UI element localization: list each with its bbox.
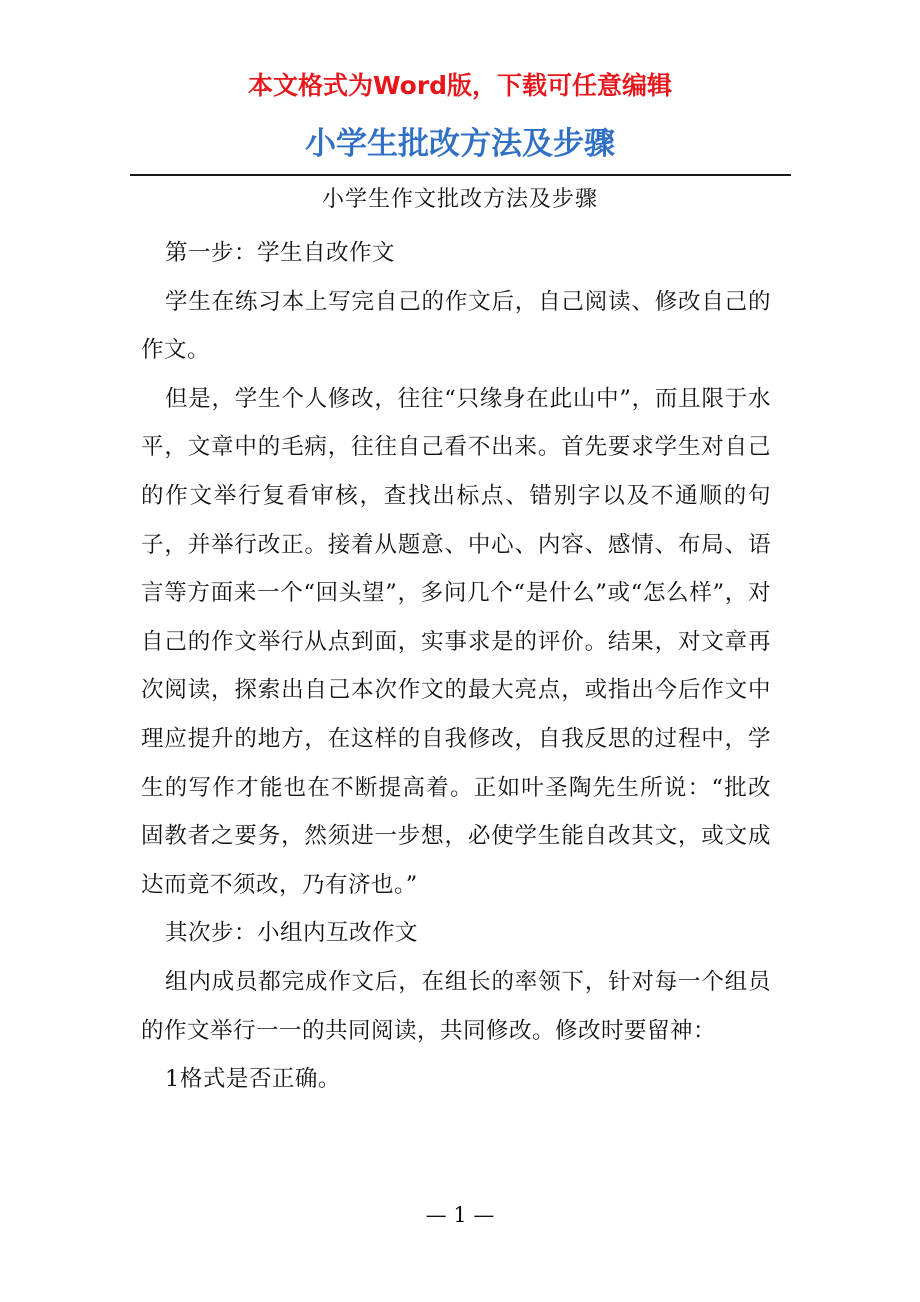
article-subtitle: 小学生作文批改方法及步骤 (321, 187, 598, 212)
paragraph: 组内成员都完成作文后，在组长的率领下，针对每一个组员的作文举行一一的共同阅读，共同修改。修改时要留神： (141, 968, 771, 1044)
list-item: 1格式是否正确。 (165, 1066, 341, 1093)
paragraph: 但是，学生个人修改，往往“只缘身在此山中”，而且限于水平，文章中的毛病，往往自己看不出来。首先要求学生对自己的作文举行复看审核，查找出标点、错别字以及不通顺的句子，并举行改正。接着从题意、中心、内容、感情、布局、语言等方面来一个“回头望”，多问几个“是什么”或“怎么样”，对自己的作文举行从点到面，实事求是的评价。结果，对文章再次阅读，探索出自己本次作文的最大亮点，或指出今后作文中理应提升的地方，在这样的自我修改，自我反思的过程中，学生的写作才能也在不断提高着。正如叶圣陶先生所说：“批改固教者之要务，然须进一步想，必使学生能自改其文，或文成达而竟不须改，乃有济也。” (141, 385, 771, 898)
step-one-heading: 第一步：学生自改作文 (165, 240, 396, 266)
word-format-banner: 本文格式为Word版，下载可任意编辑 (247, 71, 673, 100)
paragraph: 学生在练习本上写完自己的作文后，自己阅读、修改自己的作文。 (141, 288, 771, 364)
document-title: 小学生批改方法及步骤 (305, 126, 615, 162)
page-number: — 1 — (425, 1203, 495, 1227)
title-divider (130, 174, 791, 176)
step-two-heading: 其次步：小组内互改作文 (165, 920, 419, 947)
article-body (141, 229, 771, 1104)
